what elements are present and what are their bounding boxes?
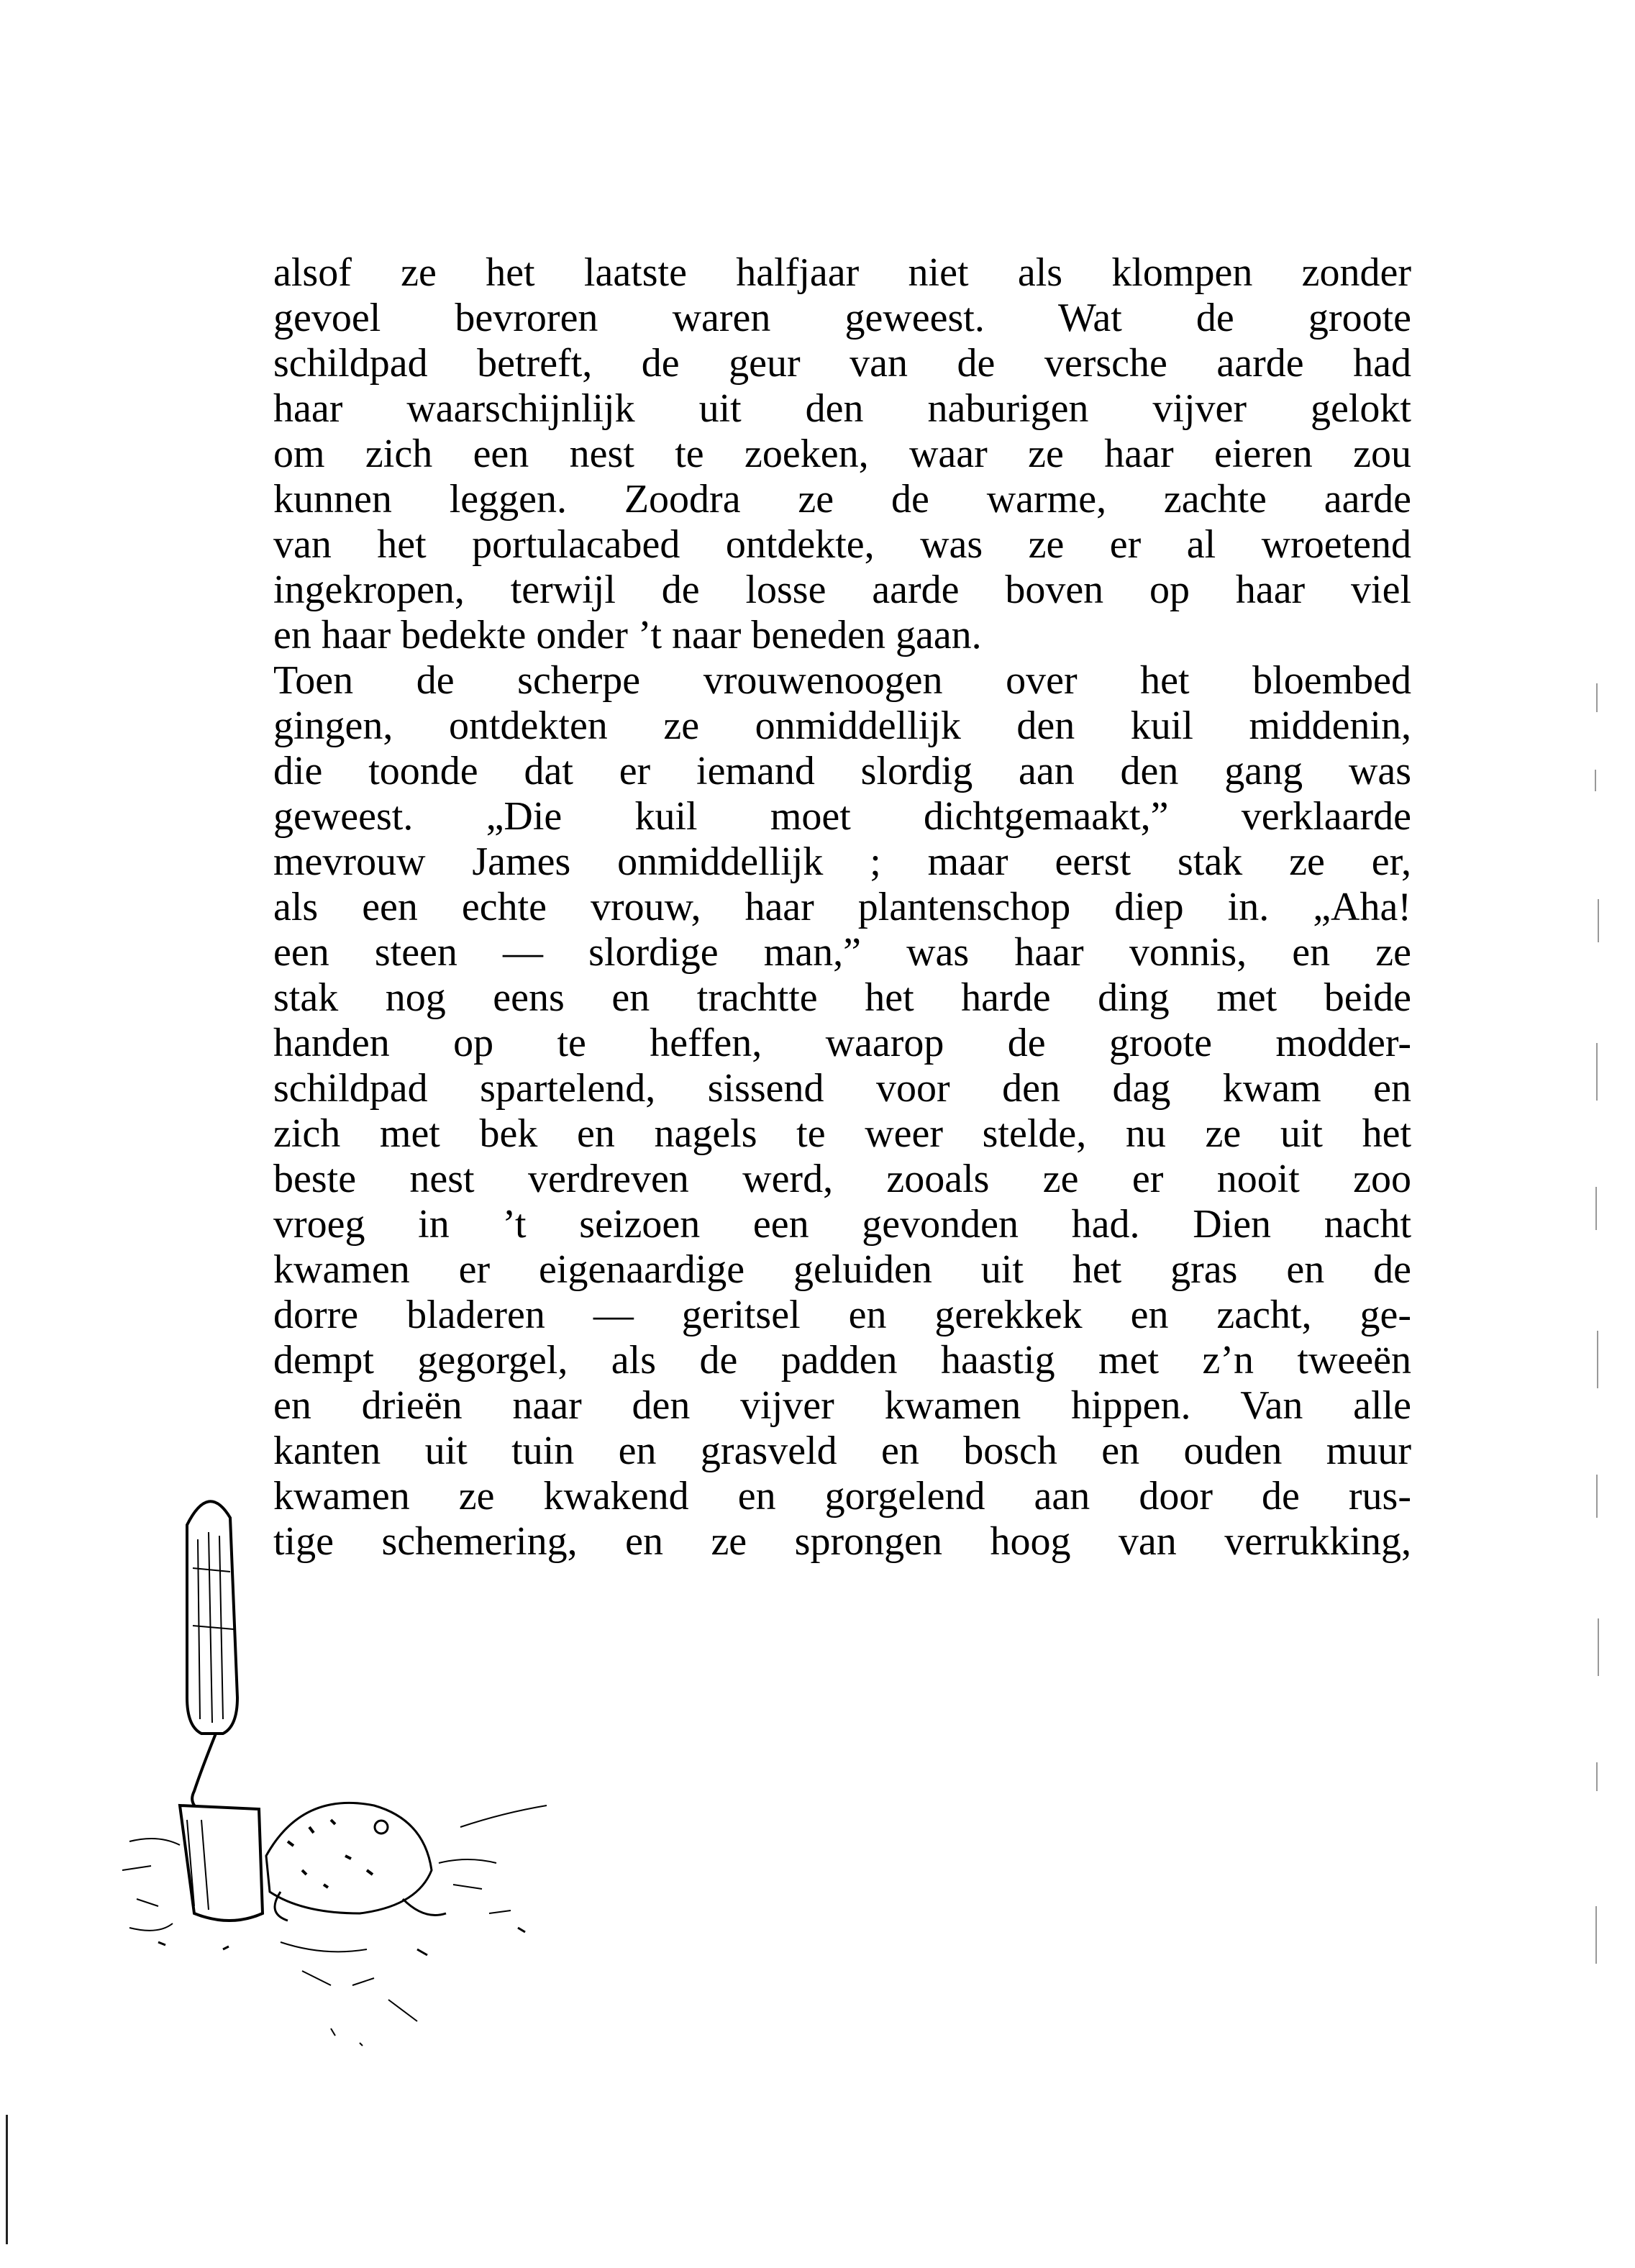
scan-edge-noise xyxy=(1582,683,1611,2050)
text-line: gingen, ontdekten ze onmiddellijk den kuil middenin, xyxy=(273,703,1411,748)
text-line: geweest. „Die kuil moet dichtgemaakt,” verklaarde xyxy=(273,794,1411,839)
paragraph-2 xyxy=(273,658,1411,1565)
text-line: een steen — slordige man,” was haar vonnis, en ze xyxy=(273,930,1411,975)
trowel-and-toad-illustration xyxy=(115,1482,647,2057)
text-line: beste nest verdreven werd, zooals ze er nooit zoo xyxy=(273,1157,1411,1201)
paragraph-1 xyxy=(273,250,1411,658)
text-line: als een echte vrouw, haar plantenschop diep in. „Aha! xyxy=(273,885,1411,929)
text-line: Toen de scherpe vrouwenoogen over het bloembed xyxy=(273,658,1411,703)
text-line: van het portulacabed ontdekte, was ze er al wroetend xyxy=(273,522,1411,567)
text-line: en haar bedekte onder ’t naar beneden gaan. xyxy=(273,613,982,657)
text-line: tige schemering, en ze sprongen hoog van verrukking, xyxy=(273,1519,1411,1564)
text-line: kunnen leggen. Zoodra ze de warme, zachte aarde xyxy=(273,477,1411,522)
text-line: schildpad spartelend, sissend voor den dag kwam en xyxy=(273,1066,1411,1111)
text-line: schildpad betreft, de geur van de versche aarde had xyxy=(273,341,1411,386)
text-line: kwamen er eigenaardige geluiden uit het gras en de xyxy=(273,1247,1411,1292)
text-line: haar waarschijnlijk uit den naburigen vijver gelokt xyxy=(273,386,1411,431)
text-line: gevoel bevroren waren geweest. Wat de groote xyxy=(273,296,1411,340)
text-line: zich met bek en nagels te weer stelde, nu ze uit het xyxy=(273,1111,1411,1156)
text-line: en drieën naar den vijver kwamen hippen. Van alle xyxy=(273,1383,1411,1428)
text-line: ingekropen, terwijl de losse aarde boven op haar viel xyxy=(273,568,1411,612)
toad-icon xyxy=(266,1803,446,1921)
text-line: alsof ze het laatste halfjaar niet als klompen zonder xyxy=(273,250,1411,295)
scan-edge-line xyxy=(6,2115,8,2244)
trowel-icon xyxy=(180,1501,263,1921)
text-line: stak nog eens en trachtte het harde ding met beide xyxy=(273,975,1411,1020)
text-line: kanten uit tuin en grasveld en bosch en ouden muur xyxy=(273,1429,1411,1473)
text-line: die toonde dat er iemand slordig aan den gang was xyxy=(273,749,1411,793)
text-line: dempt gegorgel, als de padden haastig met z’n tweeën xyxy=(273,1338,1411,1383)
text-line: vroeg in ’t seizoen een gevonden had. Dien nacht xyxy=(273,1202,1411,1247)
body-text xyxy=(273,250,1411,1565)
text-line: mevrouw James onmiddellijk ; maar eerst stak ze er, xyxy=(273,839,1411,884)
text-line: kwamen ze kwakend en gorgelend aan door de rus- xyxy=(273,1474,1411,1518)
text-line: dorre bladeren — geritsel en gerekkek en zacht, ge- xyxy=(273,1293,1411,1337)
text-line: handen op te heffen, waarop de groote modder- xyxy=(273,1021,1411,1065)
text-line: om zich een nest te zoeken, waar ze haar eieren zou xyxy=(273,432,1411,476)
